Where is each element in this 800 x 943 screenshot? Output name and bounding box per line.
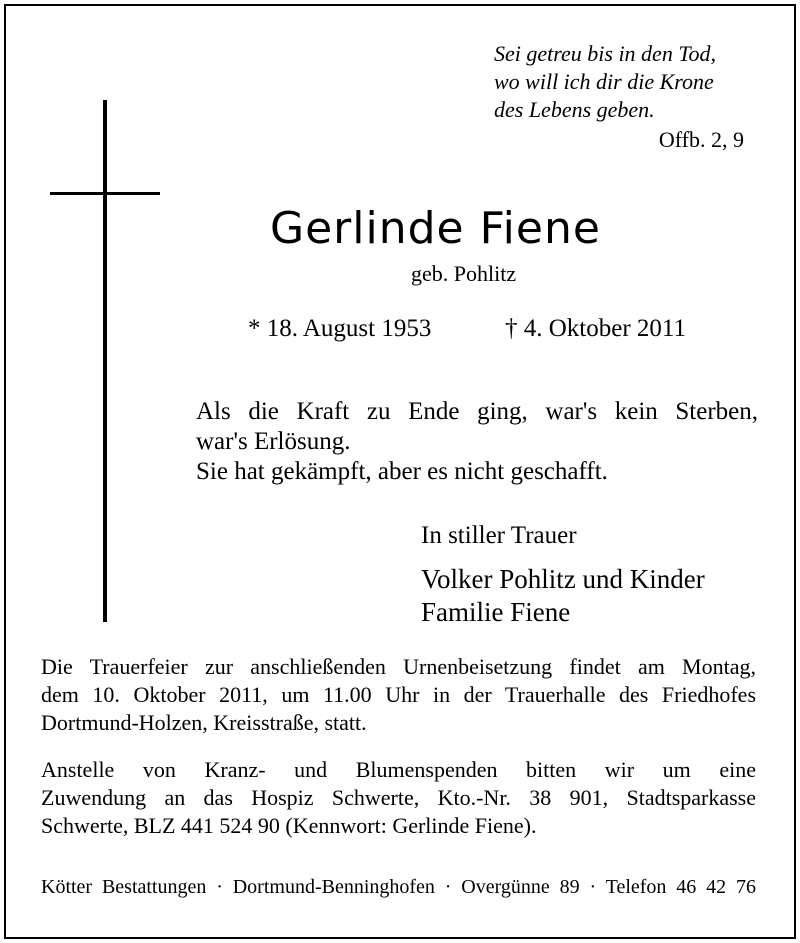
- mourning-label: In stiller Trauer: [421, 522, 577, 549]
- verse-reference: Offb. 2, 9: [658, 127, 744, 152]
- notice-line: Zuwendung an das Hospiz Schwerte, Kto.-Nr. 38 901, Stadtsparkasse: [41, 785, 756, 810]
- birth-date: * 18. August 1953: [248, 315, 432, 342]
- poem: [196, 397, 758, 487]
- notice-line: dem 10. Oktober 2011, um 11.00 Uhr in der Trauerhalle des Friedhofes: [41, 682, 756, 707]
- poem-line: war's Erlösung.: [196, 428, 351, 455]
- poem-line: Sie hat gekämpft, aber es nicht geschafft.: [196, 458, 608, 485]
- notice-line: Dortmund-Holzen, Kreisstraße, statt.: [41, 710, 367, 735]
- funeral-home-footer: Kötter Bestattungen · Dortmund-Benninghofen · Overgünne 89 · Telefon 46 42 76: [41, 876, 756, 898]
- donation-notice: [41, 756, 756, 840]
- notice-line: Schwerte, BLZ 441 524 90 (Kennwort: Gerlinde Fiene).: [41, 813, 537, 838]
- death-date: † 4. Oktober 2011: [505, 315, 686, 342]
- bible-verse: [494, 40, 716, 124]
- notice-line: Die Trauerfeier zur anschließenden Urnenbeisetzung findet am Montag,: [41, 654, 756, 679]
- verse-line: Sei getreu bis in den Tod,: [494, 41, 717, 66]
- verse-line: des Lebens geben.: [494, 97, 655, 122]
- birth-name: geb. Pohlitz: [411, 261, 517, 286]
- funeral-notice: [41, 653, 756, 737]
- mourner: Volker Pohlitz und Kinder: [421, 564, 705, 594]
- cross-vertical-bar: [103, 100, 107, 622]
- mourner: Familie Fiene: [421, 597, 571, 627]
- notice-line: Anstelle von Kranz- und Blumenspenden bitten wir um eine: [41, 757, 756, 782]
- deceased-name: Gerlinde Fiene: [270, 203, 601, 254]
- poem-line: Als die Kraft zu Ende ging, war's kein Sterben,: [196, 398, 758, 425]
- verse-line: wo will ich dir die Krone: [494, 69, 714, 94]
- mourners-list: [421, 563, 705, 629]
- cross-horizontal-bar: [50, 192, 160, 195]
